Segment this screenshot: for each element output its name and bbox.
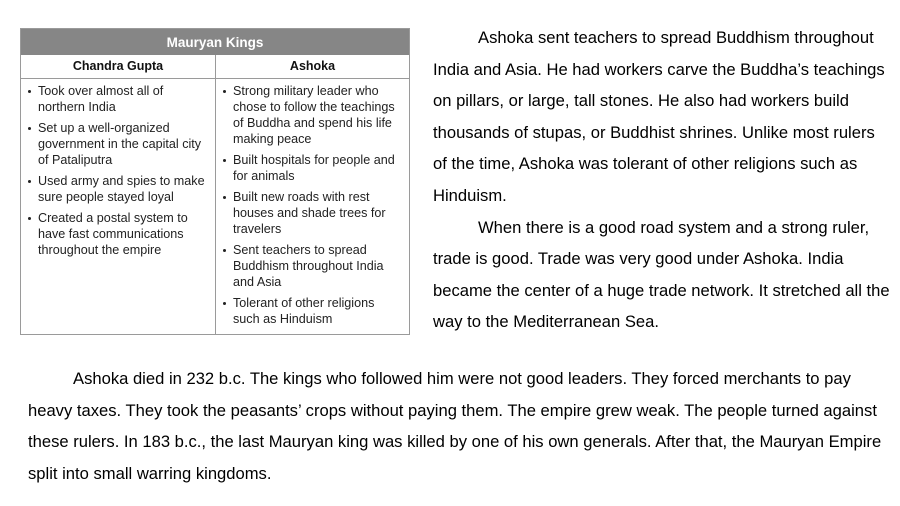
- table-title: Mauryan Kings: [21, 29, 409, 55]
- column-header-ashoka: Ashoka: [216, 55, 409, 79]
- right-text-block: [433, 22, 893, 338]
- mauryan-kings-table: [20, 28, 410, 335]
- column-chandra-gupta: [21, 55, 215, 334]
- column-header-chandra-gupta: Chandra Gupta: [21, 55, 215, 79]
- paragraph-trade: When there is a good road system and a strong ruler, trade is good. Trade was very good under Ashoka. India became the center of a huge trade network. It stretched all the way to the Mediterranean Sea.: [433, 217, 890, 332]
- paragraph-empire-decline: Ashoka died in 232 b.c. The kings who followed him were not good leaders. They forced merchants to pay heavy taxes. They took the peasants’ crops without paying them. The empire grew weak. The people turned against these rulers. In 183 b.c., the last Mauryan king was killed by one of his own generals. After that, the Mauryan Empire split into small warring kingdoms.: [28, 369, 882, 483]
- ashoka-list: [216, 79, 409, 334]
- list-item: Built new roads with rest houses and shade trees for travelers: [222, 189, 403, 237]
- column-ashoka: [215, 55, 409, 334]
- list-item: Strong military leader who chose to follow the teachings of Buddha and spend his life making peace: [222, 83, 403, 147]
- paragraph-ashoka-buddhism: Ashoka sent teachers to spread Buddhism throughout India and Asia. He had workers carve the Buddha’s teachings on pillars, or large, tall stones. He also had workers build thousands of stupas, or Buddhist shrines. Unlike most rulers of the time, Ashoka was tolerant of other religions such as Hinduism.: [433, 28, 885, 205]
- chandra-gupta-list: [21, 79, 215, 265]
- table-columns: [21, 55, 409, 334]
- list-item: Used army and spies to make sure people stayed loyal: [27, 173, 209, 205]
- list-item: Built hospitals for people and for animals: [222, 152, 403, 184]
- list-item: Took over almost all of northern India: [27, 83, 209, 115]
- bottom-text-block: [28, 363, 890, 489]
- list-item: Sent teachers to spread Buddhism throughout India and Asia: [222, 242, 403, 290]
- list-item: Tolerant of other religions such as Hinduism: [222, 295, 403, 327]
- list-item: Set up a well-organized government in the capital city of Pataliputra: [27, 120, 209, 168]
- list-item: Created a postal system to have fast communications throughout the empire: [27, 210, 209, 258]
